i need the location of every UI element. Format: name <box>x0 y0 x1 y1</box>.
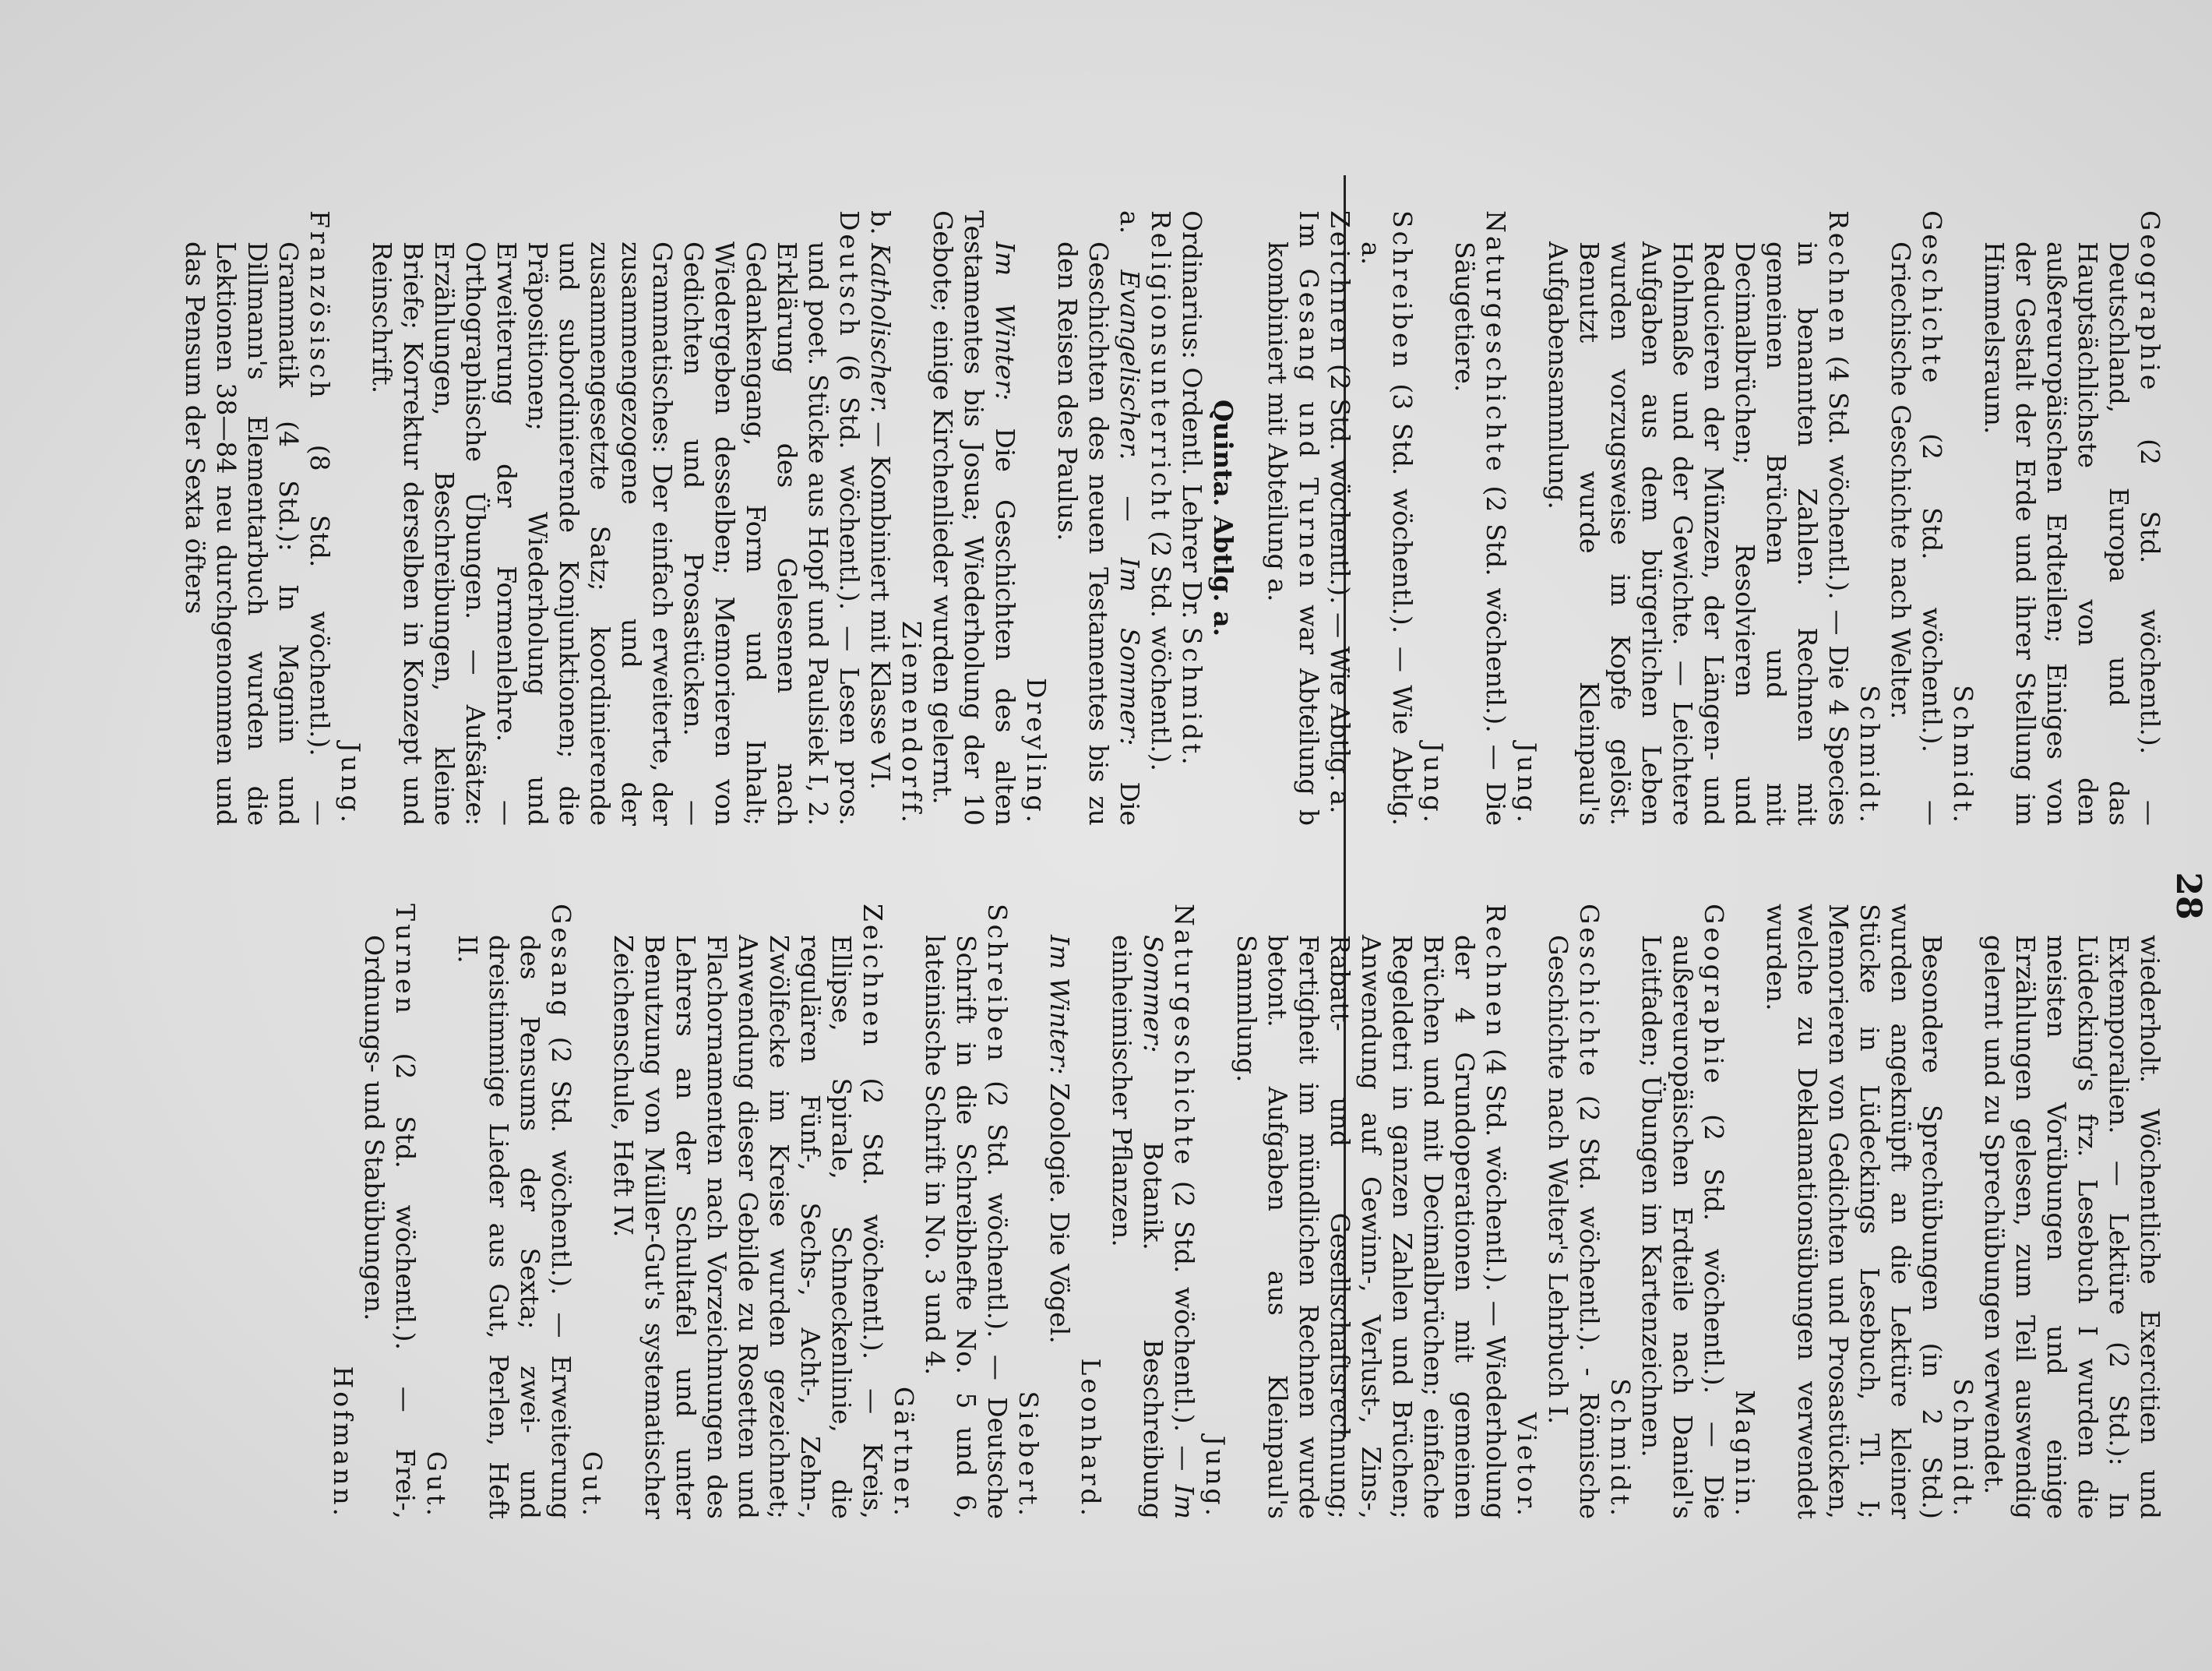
katholisch-entry <box>865 210 896 826</box>
teacher-signature: Jung. <box>1418 742 1449 826</box>
schreiben-entry <box>888 904 1013 1519</box>
entry-text: — Kombiniert mit Klasse VI. <box>865 413 896 790</box>
entry-text: Besondere Sprechübungen (in 2 Std.) wurden angeknüpft an die Lektüre kleiner Stücke in Lüdeckings Lesebuch, Tl. I; Memorieren von Gedichten und Prosastücken, welche zu Deklamationsübungen verwendet wurden. <box>1761 904 1947 1519</box>
zeichnen-entry <box>576 904 888 1519</box>
entry-text: (2 Std. wöchentl.). — <box>1169 1167 1199 1485</box>
zeichnen-entry <box>1324 210 1355 826</box>
entry-heading: Gesang <box>546 904 576 1020</box>
teacher-signature: Magnin. <box>1730 1390 1760 1519</box>
geschichte-entry <box>1854 210 1947 826</box>
geographie-entry <box>1604 904 1729 1519</box>
entry-text: (2 Std. wöchentl.). — Die außereuropäischen Erdteile nach Daniel's Leitfaden; Übungen im Kartenzeichnen. <box>1636 935 1729 1519</box>
entry-text: (8 Std. wöchentl.). — Grammatik (4 Std.): In Magnin und Dillmann's Elementarbuch wurden die Lektionen 38—84 neu durchgenommen und das Pensum der Sexta öfters <box>180 241 335 826</box>
item-marker: b. <box>865 210 896 244</box>
entry-text: (4 Std. wöchentl.). — Wiederholung der 4 Grundoperationen mit gemeinen Brüchen und mit Decimalbrüchen; einfache Regeldetri in ganzen Zahlen und Brüchen; Anwendung auf Gewinn-, Verlust-, Zins-, Rabatt- und Gesellschaftsrechnung; Fertigheit im mündlichen Rechnen wurde betont. Aufgaben aus Kleinpaul's Sammlung. <box>1231 935 1511 1519</box>
teacher-signature: Schmidt. <box>1605 1378 1636 1519</box>
entry-label: Im Winter: <box>1044 935 1075 1075</box>
entry-heading: Turnen <box>390 904 421 1017</box>
rechnen-entry <box>1511 210 1854 826</box>
entry-heading: Rechnen <box>1823 210 1854 346</box>
entry-heading: Geographie <box>2135 210 2165 393</box>
teacher-signature: Jung. <box>1512 742 1542 826</box>
geographie-entry <box>1947 210 2165 826</box>
left-column <box>31 210 2165 826</box>
entry-heading: Rechnen <box>1481 904 1511 1039</box>
entry-text: (2 Std. wöchentl.). — Die Säugetiere. <box>1449 241 1511 826</box>
schreiben-entry <box>1355 210 1418 826</box>
teacher-signature: Vietor. <box>1512 1412 1542 1519</box>
franzoesisch-entry <box>179 210 335 826</box>
naturgeschichte-winter <box>1013 904 1075 1519</box>
entry-heading: Schreiben <box>982 904 1013 1064</box>
teacher-signature: Gut. <box>577 1451 608 1519</box>
entry-text: (2 Std. wöchentl.). — Erweiterung des Pensums der Sexta; zwei- und dreistimmige Lieder aus Gut, Perlen, Heft II. <box>453 935 576 1519</box>
evangelisch-entry <box>1020 210 1145 826</box>
entry-heading: Naturgeschichte <box>1169 904 1199 1168</box>
teacher-signature: Gut. <box>421 1451 452 1519</box>
deutsch-entry <box>335 210 865 826</box>
entry-heading: Religionsunterricht <box>1146 210 1176 523</box>
item-marker: a. <box>1115 210 1145 270</box>
teacher-signature: Leonhard. <box>1076 1358 1106 1519</box>
entry-heading: Geographie <box>1699 904 1729 1087</box>
rechnen-entry <box>1199 904 1511 1519</box>
entry-label: Im Sommer: <box>1138 935 1199 1519</box>
entry-heading: Deutsch <box>834 210 865 339</box>
entry-heading: Naturgeschichte <box>1481 210 1511 474</box>
teacher-signature: Schmidt. <box>1854 685 1885 826</box>
teacher-signature: Jung. <box>336 742 366 826</box>
entry-label: Katholischer. <box>865 243 896 414</box>
teacher-signature: Jung. <box>1200 1435 1231 1519</box>
teacher-signature: Hofmann. <box>328 1366 358 1519</box>
franzoesisch-continuation <box>1947 904 2165 1519</box>
entry-text: (2 Std. wöchentl.). — Kreis, Ellipse, Spirale, Schneckenlinie, die regulären Fünf-, Sechs-, Acht-, Zehn-, Zwölfecke im Kreise wurden gezeichnet; Anwendung dieser Gebilde zu Rosetten und Flachornamenten nach Vorzeichnungen des Lehrers an der Schultafel und unter Benutzung von Müller-Gut's systematischer Zeichenschule, Heft IV. <box>608 935 888 1519</box>
right-column <box>31 904 2165 1519</box>
entry-label: Evangelischer. — Im Sommer: <box>1115 270 1145 746</box>
entry-heading: Schreiben <box>1387 210 1418 371</box>
page-number: 28 <box>2168 872 2208 920</box>
entry-text: Die Geschichten des alten Testamentes bis Josua; Wiederholung der 10 Gebote; einige Kirchenlieder wurden gelernt. <box>928 210 1020 826</box>
entry-heading: Französisch <box>305 210 335 401</box>
entry-text: (2 Std. wöchentl.). — Wie Abtlg. a. <box>1325 355 1355 814</box>
entry-text: (2 Std. wöchentl.). — Frei-, Ordnungs- und Stabübungen. <box>359 935 421 1519</box>
entry-heading: Im Gesang und Turnen <box>1294 210 1324 590</box>
naturgeschichte-entry <box>1075 904 1199 1519</box>
entry-text: (3 Std. wöchentl.). — Wie Abtlg. a. <box>1356 241 1418 826</box>
teacher-signature: Ziemendorff. <box>896 620 927 826</box>
entry-heading: Geschichte <box>1574 904 1604 1080</box>
entry-heading: Geschichte <box>1917 210 1947 386</box>
geschichte-entry <box>1511 904 1604 1519</box>
entry-text: (2 Std. wöchentl.). — Deutsche Schrift in die Schreibhefte No. 5 und 6, lateinische Schrift in No. 3 und 4. <box>920 935 1013 1519</box>
naturgeschichte-entry <box>1418 210 1511 826</box>
entry-text: (2 Std. wöchentl.). <box>1146 522 1176 771</box>
entry-text: (2 Std. wöchentl.). — Griechische Geschichte nach Welter. <box>1886 241 1947 826</box>
entry-text: (2 Std. wöchentl.). - Römische Geschichte nach Welter's Lehrbuch I. <box>1543 935 1604 1519</box>
entry-heading: Zeichnen <box>858 904 888 1049</box>
entry-text: (6 Std. wöchentl.). — Lesen pros. und poet. Stücke aus Hopf und Paulsiek I, 2. Erklärung des Gelesenen nach Gedankengang, Form und Inhalt; Wiedergeben desselben; Memorieren von Gedichten und Prosastücken. — Grammatisches: Der einfach erweiterte, der zusammengezogene und der zusammengesetzte Satz; koordinierende und subordinierende Konjunktionen; die Präpositionen; Wiederholung und Erweiterung der Formenlehre. — Orthographische Übungen. — Aufsätze: Erzählungen, Beschreibungen, kleine Briefe; Korrektur derselben in Konzept und Reinschrift. <box>367 241 865 826</box>
teacher-signature: Schmidt. <box>1948 685 1978 826</box>
winter-entry <box>896 210 1020 826</box>
turnen-entry <box>327 904 421 1519</box>
teacher-signature: Schmidt. <box>1948 1378 1978 1519</box>
entry-text: war Abteilung b kombiniert mit Abteilung a. <box>1263 241 1324 826</box>
entry-label: Im Winter: <box>990 241 1020 401</box>
teacher-signature: Siebert. <box>1013 1391 1044 1519</box>
entry-text: Die Geschichten des neuen Testamentes bis zu den Reisen des Paulus. <box>1052 241 1145 827</box>
entry-heading: Zeichnen <box>1325 210 1355 356</box>
entry-text: Zoologie. Die Vögel. <box>1044 1074 1075 1344</box>
entry-text: Botanik. Beschreibung einheimischer Pflanzen. <box>1107 935 1168 1519</box>
teacher-signature: Gärtner. <box>889 1386 919 1519</box>
entry-text: (4 Std. wöchentl.). — Die 4 Species in benannten Zahlen. Rechnen mit gemeinen Brüchen und mit Decimalbrüchen; Resolvieren und Reducieren der Münzen, der Längen- und Hohlmaße und der Gewichte. — Leichtere Aufgaben aus dem bürgerlichen Leben wurden vorzugsweise im Kopfe gelöst. Benutzt wurde Kleinpaul's Aufgabensammlung. <box>1543 241 1854 826</box>
religion-entry <box>1145 210 1176 826</box>
teacher-signature: Dreyling. <box>1021 677 1051 826</box>
gesang-turnen-entry <box>1262 210 1324 826</box>
section-title: Quinta. Abtlg. a. <box>1208 399 1238 637</box>
gesang-entry <box>421 904 576 1519</box>
entry-text: wiederholt. Wöchentliche Exercitien und Extemporalien. — Lektüre (2 Std.): In Lüdecking's frz. Lesebuch I wurden die meisten Vorübungen und einige Erzählungen gelesen, zum Teil auswendig gelernt und zu Sprechübungen verwendet. <box>1979 935 2165 1519</box>
ordinarius-lead: Ordinarius: Ordentl. Lehrer Dr. <box>1177 210 1207 627</box>
ordinarius-line <box>1176 210 1207 826</box>
sprechuebungen-entry <box>1729 904 1947 1519</box>
ordinarius-name: Schmidt. <box>1177 626 1207 768</box>
entry-text: (2 Std. wöchentl.). — Deutschland, Europa und das Hauptsächlichste von den außereuropäischen Erdteilen; Einiges von der Gestalt der Erde und ihrer Stellung im Himmelsraum. <box>1979 241 2165 826</box>
